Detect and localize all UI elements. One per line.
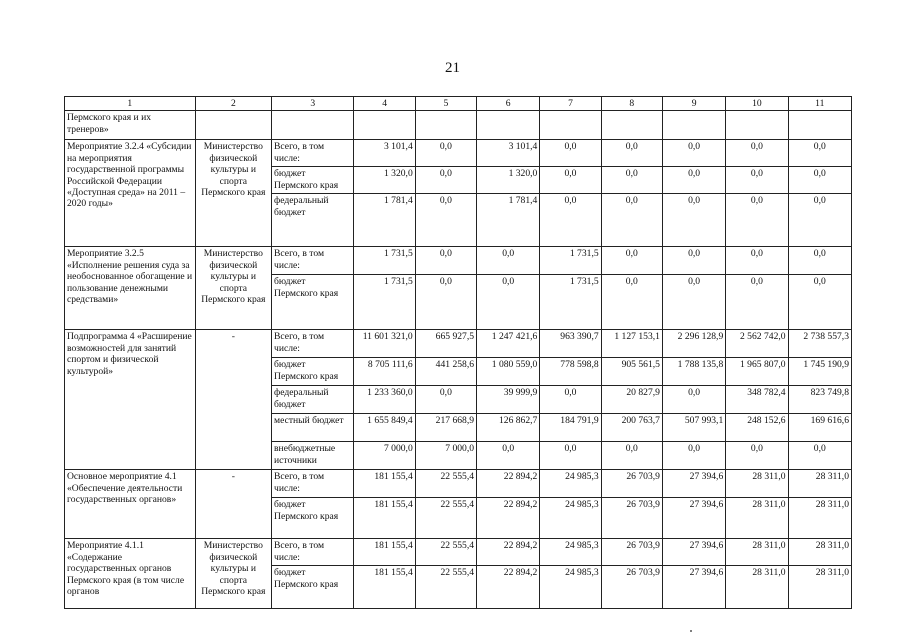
amount-cell: 905 561,5 <box>601 358 662 386</box>
column-header: 11 <box>788 97 851 111</box>
amount-cell: 20 827,9 <box>601 386 662 414</box>
amount-cell: 0,0 <box>726 194 788 247</box>
amount-cell: 507 993,1 <box>662 414 725 442</box>
amount-cell: 0,0 <box>540 194 601 247</box>
amount-cell <box>415 111 476 140</box>
amount-cell: 217 668,9 <box>415 414 476 442</box>
amount-cell: 963 390,7 <box>540 330 601 358</box>
amount-cell: 348 782,4 <box>726 386 788 414</box>
amount-cell: 0,0 <box>477 247 540 275</box>
column-header: 2 <box>195 97 271 111</box>
amount-cell <box>477 111 540 140</box>
amount-cell: 24 985,3 <box>540 470 601 498</box>
funding-source-cell: Всего, в том числе: <box>272 330 354 358</box>
amount-cell: 1 080 559,0 <box>477 358 540 386</box>
amount-cell: 22 894,2 <box>477 498 540 539</box>
executor-cell <box>195 111 271 140</box>
amount-cell: 0,0 <box>662 167 725 194</box>
amount-cell: 0,0 <box>415 386 476 414</box>
amount-cell: 22 894,2 <box>477 539 540 566</box>
amount-cell: 0,0 <box>477 275 540 330</box>
funding-source-cell <box>272 111 354 140</box>
amount-cell: 0,0 <box>788 442 851 470</box>
amount-cell: 28 311,0 <box>788 470 851 498</box>
amount-cell: 0,0 <box>540 442 601 470</box>
amount-cell: 181 155,4 <box>354 566 415 609</box>
amount-cell: 1 731,5 <box>540 275 601 330</box>
program-name-cell: Подпрограмма 4 «Расширение возможностей для занятий спортом и физической культурой» <box>65 330 196 470</box>
funding-source-cell: Всего, в том числе: <box>272 470 354 498</box>
amount-cell: 28 311,0 <box>788 566 851 609</box>
amount-cell: 3 101,4 <box>354 140 415 167</box>
amount-cell: 1 781,4 <box>354 194 415 247</box>
amount-cell: 1 731,5 <box>540 247 601 275</box>
amount-cell: 27 394,6 <box>662 470 725 498</box>
executor-cell: - <box>195 330 271 470</box>
table-row <box>65 330 852 358</box>
amount-cell: 22 555,4 <box>415 539 476 566</box>
amount-cell: 0,0 <box>788 275 851 330</box>
amount-cell: 22 555,4 <box>415 470 476 498</box>
budget-table <box>64 96 852 609</box>
amount-cell: 0,0 <box>601 167 662 194</box>
column-header: 4 <box>354 97 415 111</box>
amount-cell: 28 311,0 <box>788 539 851 566</box>
funding-source-cell: местный бюджет <box>272 414 354 442</box>
funding-source-cell: Всего, в том числе: <box>272 539 354 566</box>
column-header: 9 <box>662 97 725 111</box>
program-name-cell: Мероприятие 4.1.1 «Содержание государственных органов Пермского края (в том числе органов <box>65 539 196 609</box>
executor-cell: Министерство физической культуры и спорта Пермского края <box>195 539 271 609</box>
amount-cell: 1 781,4 <box>477 194 540 247</box>
funding-source-cell: бюджет Пермского края <box>272 566 354 609</box>
amount-cell: 1 247 421,6 <box>477 330 540 358</box>
amount-cell: 39 999,9 <box>477 386 540 414</box>
column-header: 6 <box>477 97 540 111</box>
amount-cell: 2 738 557,3 <box>788 330 851 358</box>
program-name-cell: Мероприятие 3.2.4 «Субсидии на мероприятия государственной программы Российской Федерации «Доступная среда» на 2011 – 2020 годы» <box>65 140 196 247</box>
amount-cell: 0,0 <box>662 275 725 330</box>
amount-cell: 0,0 <box>601 140 662 167</box>
amount-cell: 24 985,3 <box>540 566 601 609</box>
amount-cell: 778 598,8 <box>540 358 601 386</box>
column-header: 8 <box>601 97 662 111</box>
amount-cell: 181 155,4 <box>354 539 415 566</box>
amount-cell: 0,0 <box>415 140 476 167</box>
amount-cell: 24 985,3 <box>540 539 601 566</box>
amount-cell: 184 791,9 <box>540 414 601 442</box>
funding-source-cell: бюджет Пермского края <box>272 498 354 539</box>
amount-cell: 0,0 <box>788 247 851 275</box>
executor-cell: - <box>195 470 271 539</box>
amount-cell: 22 555,4 <box>415 498 476 539</box>
amount-cell: 0,0 <box>415 247 476 275</box>
funding-source-cell: бюджет Пермского края <box>272 358 354 386</box>
amount-cell: 441 258,6 <box>415 358 476 386</box>
table-row <box>65 247 852 275</box>
amount-cell: 1 320,0 <box>477 167 540 194</box>
amount-cell: 7 000,0 <box>354 442 415 470</box>
amount-cell: 26 703,9 <box>601 539 662 566</box>
amount-cell: 27 394,6 <box>662 539 725 566</box>
amount-cell <box>788 111 851 140</box>
executor-cell: Министерство физической культуры и спорта Пермского края <box>195 140 271 247</box>
amount-cell: 0,0 <box>788 140 851 167</box>
amount-cell: 0,0 <box>662 386 725 414</box>
amount-cell: 0,0 <box>415 194 476 247</box>
amount-cell: 0,0 <box>726 247 788 275</box>
amount-cell: 0,0 <box>662 194 725 247</box>
program-name-cell: Мероприятие 3.2.5 «Исполнение решения суда за необоснованное обогащение и пользование денежными средствами» <box>65 247 196 330</box>
amount-cell: 823 749,8 <box>788 386 851 414</box>
table-header-row <box>65 97 852 111</box>
funding-source-cell: внебюджетные источники <box>272 442 354 470</box>
amount-cell: 0,0 <box>540 167 601 194</box>
amount-cell: 0,0 <box>477 442 540 470</box>
amount-cell: 200 763,7 <box>601 414 662 442</box>
amount-cell: 1 233 360,0 <box>354 386 415 414</box>
amount-cell: 181 155,4 <box>354 470 415 498</box>
amount-cell: 1 127 153,1 <box>601 330 662 358</box>
funding-source-cell: федеральный бюджет <box>272 386 354 414</box>
amount-cell: 8 705 111,6 <box>354 358 415 386</box>
column-header: 3 <box>272 97 354 111</box>
amount-cell: 26 703,9 <box>601 566 662 609</box>
amount-cell: 1 788 135,8 <box>662 358 725 386</box>
column-header: 5 <box>415 97 476 111</box>
amount-cell: 1 320,0 <box>354 167 415 194</box>
amount-cell: 22 894,2 <box>477 566 540 609</box>
amount-cell: 0,0 <box>788 167 851 194</box>
column-header: 1 <box>65 97 196 111</box>
amount-cell: 248 152,6 <box>726 414 788 442</box>
amount-cell: 28 311,0 <box>726 470 788 498</box>
page-number: 21 <box>445 60 460 76</box>
amount-cell: 0,0 <box>601 442 662 470</box>
amount-cell: 3 101,4 <box>477 140 540 167</box>
amount-cell: 0,0 <box>540 386 601 414</box>
scan-dot <box>690 630 692 632</box>
amount-cell: 27 394,6 <box>662 498 725 539</box>
amount-cell: 0,0 <box>415 167 476 194</box>
table-row <box>65 140 852 167</box>
amount-cell: 24 985,3 <box>540 498 601 539</box>
funding-source-cell: Всего, в том числе: <box>272 140 354 167</box>
program-name-cell: Основное мероприятие 4.1 «Обеспечение деятельности государственных органов» <box>65 470 196 539</box>
amount-cell: 27 394,6 <box>662 566 725 609</box>
amount-cell: 2 296 128,9 <box>662 330 725 358</box>
amount-cell: 2 562 742,0 <box>726 330 788 358</box>
amount-cell: 28 311,0 <box>726 566 788 609</box>
amount-cell <box>601 111 662 140</box>
amount-cell: 0,0 <box>540 140 601 167</box>
amount-cell: 126 862,7 <box>477 414 540 442</box>
amount-cell: 0,0 <box>601 247 662 275</box>
table-row <box>65 539 852 566</box>
amount-cell: 22 555,4 <box>415 566 476 609</box>
amount-cell: 0,0 <box>726 140 788 167</box>
amount-cell: 0,0 <box>788 194 851 247</box>
column-header: 10 <box>726 97 788 111</box>
amount-cell: 28 311,0 <box>788 498 851 539</box>
amount-cell: 1 731,5 <box>354 247 415 275</box>
amount-cell: 22 894,2 <box>477 470 540 498</box>
amount-cell: 0,0 <box>662 140 725 167</box>
amount-cell: 28 311,0 <box>726 498 788 539</box>
amount-cell: 26 703,9 <box>601 470 662 498</box>
amount-cell: 11 601 321,0 <box>354 330 415 358</box>
amount-cell: 665 927,5 <box>415 330 476 358</box>
amount-cell: 1 655 849,4 <box>354 414 415 442</box>
funding-source-cell: федеральный бюджет <box>272 194 354 247</box>
amount-cell: 0,0 <box>662 247 725 275</box>
amount-cell <box>540 111 601 140</box>
program-name-cell: Пермского края и их тренеров» <box>65 111 196 140</box>
amount-cell: 0,0 <box>662 442 725 470</box>
executor-cell: Министерство физической культуры и спорта Пермского края <box>195 247 271 330</box>
amount-cell: 7 000,0 <box>415 442 476 470</box>
amount-cell <box>662 111 725 140</box>
amount-cell: 0,0 <box>726 442 788 470</box>
amount-cell: 0,0 <box>415 275 476 330</box>
column-header: 7 <box>540 97 601 111</box>
funding-source-cell: бюджет Пермского края <box>272 275 354 330</box>
amount-cell: 0,0 <box>601 194 662 247</box>
amount-cell <box>726 111 788 140</box>
amount-cell: 26 703,9 <box>601 498 662 539</box>
table-row <box>65 111 852 140</box>
amount-cell: 28 311,0 <box>726 539 788 566</box>
amount-cell: 1 965 807,0 <box>726 358 788 386</box>
amount-cell: 0,0 <box>601 275 662 330</box>
amount-cell: 1 745 190,9 <box>788 358 851 386</box>
amount-cell: 1 731,5 <box>354 275 415 330</box>
amount-cell: 169 616,6 <box>788 414 851 442</box>
funding-source-cell: бюджет Пермского края <box>272 167 354 194</box>
amount-cell: 181 155,4 <box>354 498 415 539</box>
amount-cell: 0,0 <box>726 167 788 194</box>
funding-source-cell: Всего, в том числе: <box>272 247 354 275</box>
table-body <box>65 97 852 609</box>
amount-cell <box>354 111 415 140</box>
amount-cell: 0,0 <box>726 275 788 330</box>
table-row <box>65 470 852 498</box>
